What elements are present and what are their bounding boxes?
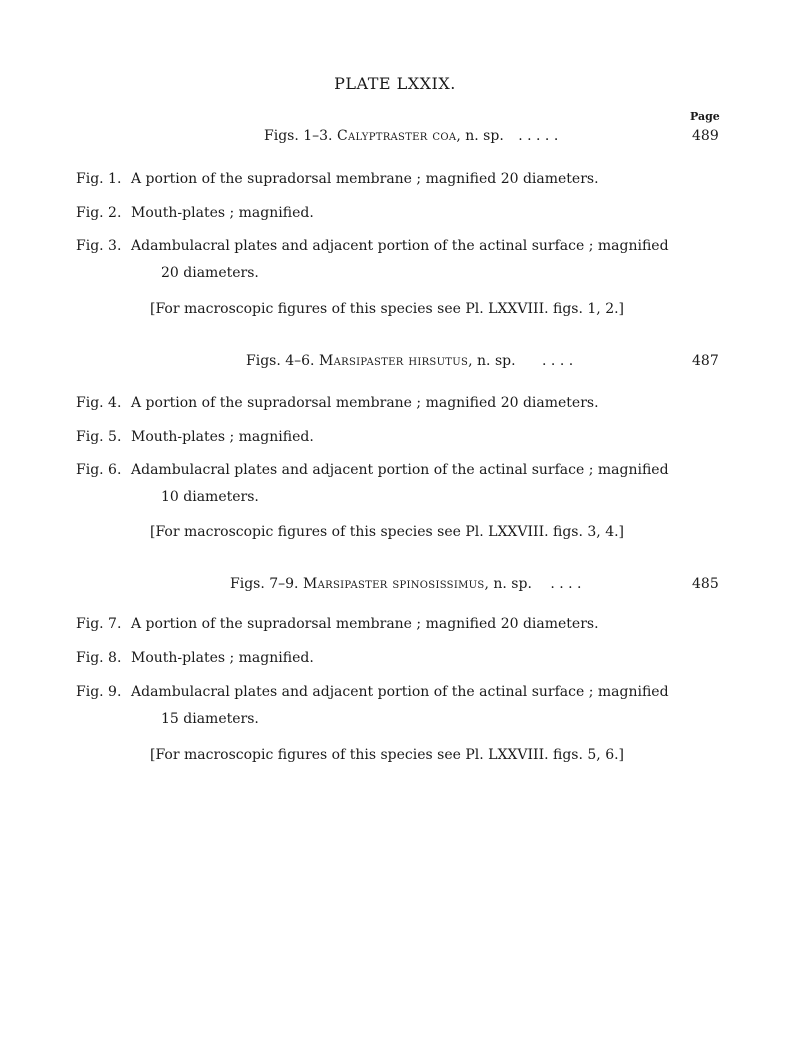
figure-caption (76, 462, 669, 478)
species-suffix: , n. sp. (468, 353, 516, 369)
figure-text: Adambulacral plates and adjacent portion of the actinal surface ; magnified (131, 238, 669, 254)
plate-title: PLATE LXXIX. (334, 74, 456, 93)
species-name (303, 576, 485, 592)
figure-label: Fig. 5. (76, 429, 122, 445)
figure-label: Fig. 1. (76, 171, 122, 187)
figure-label: Fig. 3. (76, 238, 122, 254)
figs-range: Figs. 4–6. (246, 353, 315, 369)
species-suffix: , n. sp. (456, 128, 504, 144)
leader-dots: . . . . . (518, 128, 559, 144)
genus-name: Marsipaster (318, 353, 404, 369)
figure-text-continuation: 15 diameters. (161, 711, 259, 727)
figure-label: Fig. 8. (76, 650, 122, 666)
macroscopic-note: [For macroscopic figures of this species see Pl. LXXVIII. figs. 5, 6.] (150, 747, 625, 763)
page-number: 489 (692, 128, 719, 144)
figure-label: Fig. 6. (76, 462, 122, 478)
figure-caption (76, 171, 599, 187)
leader-dots: . . . . (550, 576, 582, 592)
species-suffix: , n. sp. (484, 576, 532, 592)
figure-label: Fig. 2. (76, 205, 122, 221)
macroscopic-note: [For macroscopic figures of this species see Pl. LXXVIII. figs. 1, 2.] (150, 301, 625, 317)
figure-text: Mouth-plates ; magnified. (131, 429, 314, 445)
figure-caption (76, 650, 314, 666)
species-epithet: coa (432, 128, 457, 144)
section-heading (264, 128, 558, 144)
figure-label: Fig. 4. (76, 395, 122, 411)
species-epithet: hirsutus (408, 353, 469, 369)
species-epithet: spinosissimus (392, 576, 485, 592)
figure-text-continuation: 10 diameters. (161, 489, 259, 505)
figure-text: A portion of the supradorsal membrane ; magnified 20 diameters. (131, 171, 599, 187)
figure-text: Adambulacral plates and adjacent portion of the actinal surface ; magnified (131, 684, 669, 700)
figure-text: Mouth-plates ; magnified. (131, 205, 314, 221)
species-name (319, 353, 468, 369)
genus-name: Calyptraster (336, 128, 428, 144)
figure-text: Mouth-plates ; magnified. (131, 650, 314, 666)
genus-name: Marsipaster (302, 576, 388, 592)
figure-caption (76, 684, 669, 700)
figure-text: A portion of the supradorsal membrane ; magnified 20 diameters. (131, 395, 599, 411)
page-number: 487 (692, 353, 719, 369)
section-heading (230, 576, 582, 592)
figure-caption (76, 616, 599, 632)
figs-range: Figs. 1–3. (264, 128, 333, 144)
leader-dots: . . . . (542, 353, 574, 369)
figure-caption (76, 238, 669, 254)
figure-text-continuation: 20 diameters. (161, 265, 259, 281)
figure-caption (76, 395, 599, 411)
figure-text: A portion of the supradorsal membrane ; magnified 20 diameters. (131, 616, 599, 632)
page-number: 485 (692, 576, 719, 592)
figure-caption (76, 205, 314, 221)
figure-label: Fig. 7. (76, 616, 122, 632)
page-column-label: Page (690, 110, 720, 123)
species-name (337, 128, 456, 144)
macroscopic-note: [For macroscopic figures of this species see Pl. LXXVIII. figs. 3, 4.] (150, 524, 625, 540)
figure-text: Adambulacral plates and adjacent portion of the actinal surface ; magnified (131, 462, 669, 478)
figure-label: Fig. 9. (76, 684, 122, 700)
section-heading (246, 353, 573, 369)
figure-caption (76, 429, 314, 445)
figs-range: Figs. 7–9. (230, 576, 299, 592)
